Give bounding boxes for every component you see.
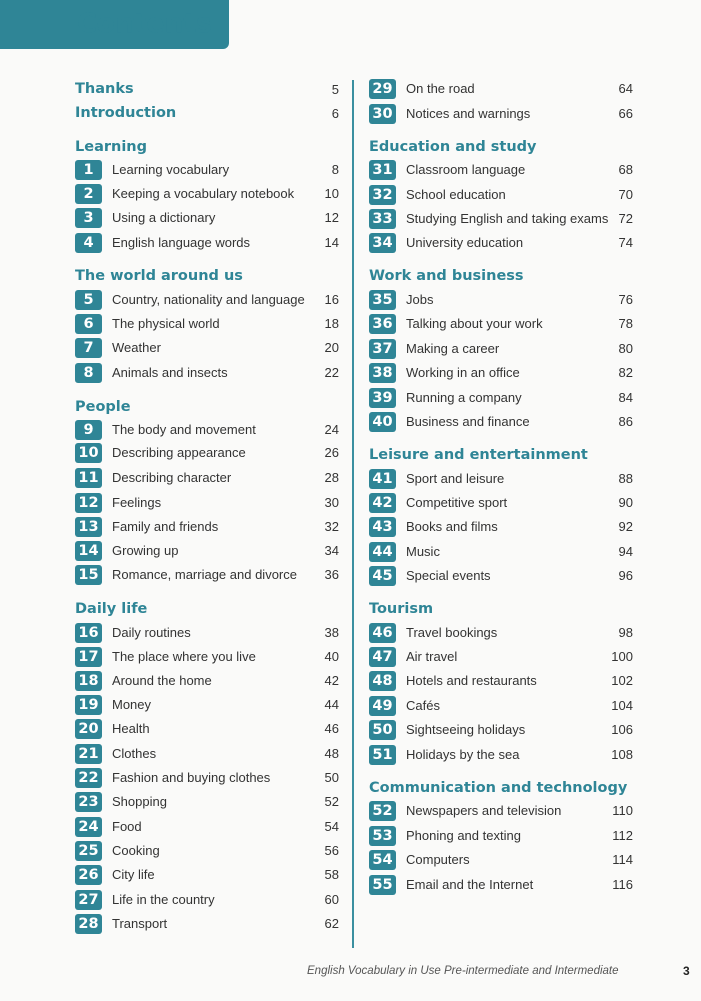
unit-title: Books and films [406, 519, 498, 534]
unit-number-badge: 51 [369, 745, 396, 765]
unit-number-badge: 22 [75, 768, 102, 788]
section-heading [369, 445, 633, 465]
unit-title: Talking about your work [406, 316, 543, 331]
unit-page-number: 44 [324, 697, 339, 712]
unit-title: Country, nationality and language [112, 292, 305, 307]
unit-row[interactable] [369, 290, 633, 310]
unit-title: Keeping a vocabulary notebook [112, 186, 295, 201]
unit-page-number: 62 [324, 916, 339, 931]
unit-title: Shopping [112, 794, 167, 809]
unit-page-number: 70 [618, 187, 633, 202]
unit-row[interactable] [369, 696, 633, 716]
unit-page-number: 100 [611, 649, 633, 664]
section-heading [369, 778, 633, 798]
unit-title: Travel bookings [406, 625, 498, 640]
unit-number-badge: 1 [75, 160, 102, 180]
unit-row[interactable] [75, 914, 339, 934]
unit-page-number: 66 [618, 106, 633, 121]
unit-page-number: 30 [324, 495, 339, 510]
unit-title: Music [406, 544, 440, 559]
unit-page-number: 36 [324, 567, 339, 582]
unit-number-badge: 36 [369, 314, 396, 334]
unit-number-badge: 18 [75, 671, 102, 691]
section-heading-text: Tourism [369, 601, 434, 617]
column-divider [352, 80, 354, 948]
section-heading-text: Learning [75, 139, 148, 155]
unit-page-number: 104 [611, 698, 633, 713]
unit-page-number: 116 [612, 877, 633, 892]
section-heading [369, 266, 633, 286]
section-heading-text: The world around us [75, 268, 243, 284]
unit-page-number: 98 [618, 625, 633, 640]
unit-number-badge: 15 [75, 565, 102, 585]
unit-row[interactable] [75, 420, 339, 440]
unit-page-number: 92 [618, 519, 633, 534]
section-heading [75, 599, 339, 619]
unit-page-number: 68 [618, 162, 633, 177]
unit-page-number: 58 [324, 867, 339, 882]
unit-row[interactable] [75, 695, 339, 715]
unit-row[interactable] [369, 647, 633, 667]
unit-title: On the road [406, 81, 475, 96]
unit-title: The body and movement [112, 422, 256, 437]
section-heading [75, 79, 339, 99]
unit-row[interactable] [369, 671, 633, 691]
unit-row[interactable] [75, 768, 339, 788]
unit-row[interactable] [75, 623, 339, 643]
unit-row[interactable] [369, 542, 633, 562]
unit-number-badge: 33 [369, 209, 396, 229]
unit-number-badge: 46 [369, 623, 396, 643]
unit-number-badge: 7 [75, 338, 102, 358]
unit-page-number: 50 [324, 770, 339, 785]
section-heading [75, 397, 339, 417]
unit-number-badge: 50 [369, 720, 396, 740]
unit-page-number: 56 [324, 843, 339, 858]
unit-title: Studying English and taking exams [406, 211, 609, 226]
unit-title: Running a company [406, 390, 522, 405]
unit-title: Using a dictionary [112, 210, 216, 225]
unit-number-badge: 42 [369, 493, 396, 513]
unit-title: Cafés [406, 698, 440, 713]
unit-page-number: 42 [324, 673, 339, 688]
unit-page-number: 74 [618, 235, 633, 250]
unit-title: Business and finance [406, 414, 530, 429]
unit-row[interactable] [369, 875, 633, 895]
unit-number-badge: 27 [75, 890, 102, 910]
unit-page-number: 10 [324, 186, 339, 201]
unit-row[interactable] [75, 792, 339, 812]
unit-row[interactable] [75, 184, 339, 204]
unit-number-badge: 31 [369, 160, 396, 180]
unit-page-number: 108 [611, 747, 633, 762]
unit-title: Jobs [406, 292, 434, 307]
unit-title: Describing appearance [112, 445, 246, 460]
unit-title: Animals and insects [112, 365, 228, 380]
unit-number-badge: 38 [369, 363, 396, 383]
unit-row[interactable] [369, 160, 633, 180]
unit-page-number: 20 [324, 340, 339, 355]
unit-number-badge: 2 [75, 184, 102, 204]
unit-row[interactable] [75, 314, 339, 334]
section-heading-text: Work and business [369, 268, 524, 284]
unit-row[interactable] [369, 412, 633, 432]
section-heading [369, 599, 633, 619]
section-heading [75, 103, 339, 123]
unit-number-badge: 52 [369, 801, 396, 821]
unit-number-badge: 26 [75, 865, 102, 885]
unit-page-number: 48 [324, 746, 339, 761]
unit-title: Family and friends [112, 519, 219, 534]
section-heading-text: Thanks [75, 81, 134, 97]
section-heading [75, 137, 339, 157]
unit-title: Working in an office [406, 365, 520, 380]
unit-number-badge: 12 [75, 493, 102, 513]
unit-row[interactable] [369, 801, 633, 821]
unit-row[interactable] [369, 104, 633, 124]
unit-row[interactable] [369, 720, 633, 740]
unit-number-badge: 30 [369, 104, 396, 124]
unit-row[interactable] [75, 865, 339, 885]
unit-page-number: 90 [618, 495, 633, 510]
unit-page-number: 22 [324, 365, 339, 380]
unit-row[interactable] [75, 744, 339, 764]
unit-title: The physical world [112, 316, 220, 331]
unit-number-badge: 19 [75, 695, 102, 715]
unit-number-badge: 21 [75, 744, 102, 764]
unit-row[interactable] [75, 671, 339, 691]
unit-number-badge: 20 [75, 719, 102, 739]
unit-row[interactable] [75, 817, 339, 837]
unit-title: Sport and leisure [406, 471, 505, 486]
unit-page-number: 16 [324, 292, 339, 307]
unit-row[interactable] [369, 339, 633, 359]
unit-title: Air travel [406, 649, 458, 664]
unit-page-number: 106 [611, 722, 633, 737]
unit-title: English language words [112, 235, 251, 250]
unit-row[interactable] [75, 233, 339, 253]
unit-row[interactable] [75, 517, 339, 537]
unit-number-badge: 11 [75, 468, 102, 488]
footer-page-number: 3 [683, 964, 690, 978]
unit-row[interactable] [369, 850, 633, 870]
unit-row[interactable] [75, 363, 339, 383]
unit-title: Email and the Internet [406, 877, 534, 892]
unit-number-badge: 25 [75, 841, 102, 861]
unit-page-number: 14 [324, 235, 339, 250]
unit-row[interactable] [75, 565, 339, 585]
unit-number-badge: 34 [369, 233, 396, 253]
unit-row[interactable] [369, 493, 633, 513]
unit-number-badge: 40 [369, 412, 396, 432]
section-heading-text: Leisure and entertainment [369, 447, 588, 463]
section-heading [369, 137, 633, 157]
unit-page-number: 24 [324, 422, 339, 437]
unit-title: Cooking [112, 843, 160, 858]
unit-row[interactable] [75, 841, 339, 861]
unit-row[interactable] [369, 623, 633, 643]
section-heading-text: People [75, 399, 131, 415]
unit-title: Clothes [112, 746, 157, 761]
unit-page-number: 94 [618, 544, 633, 559]
unit-page-number: 18 [324, 316, 339, 331]
unit-number-badge: 43 [369, 517, 396, 537]
unit-number-badge: 5 [75, 290, 102, 310]
unit-page-number: 8 [331, 162, 339, 177]
unit-page-number: 64 [618, 81, 633, 96]
unit-title: Newspapers and television [406, 803, 562, 818]
unit-row[interactable] [369, 314, 633, 334]
unit-number-badge: 32 [369, 185, 396, 205]
unit-page-number: 78 [618, 316, 633, 331]
unit-title: School education [406, 187, 506, 202]
unit-title: Special events [406, 568, 491, 583]
unit-row[interactable] [369, 566, 633, 586]
unit-row[interactable] [75, 468, 339, 488]
unit-page-number: 88 [618, 471, 633, 486]
unit-page-number: 32 [324, 519, 339, 534]
unit-title: The place where you live [112, 649, 256, 664]
unit-title: Feelings [112, 495, 162, 510]
unit-number-badge: 41 [369, 469, 396, 489]
unit-row[interactable] [369, 469, 633, 489]
unit-row[interactable] [369, 233, 633, 253]
unit-title: Life in the country [112, 892, 215, 907]
unit-page-number: 46 [324, 721, 339, 736]
section-heading-text: Introduction [75, 105, 177, 121]
section-heading-text: Daily life [75, 601, 148, 617]
unit-row[interactable] [75, 719, 339, 739]
unit-page-number: 96 [618, 568, 633, 583]
unit-row[interactable] [75, 647, 339, 667]
unit-page-number: 82 [618, 365, 633, 380]
unit-title: Food [112, 819, 142, 834]
unit-page-number: 38 [324, 625, 339, 640]
unit-row[interactable] [369, 745, 633, 765]
unit-page-number: 12 [324, 210, 339, 225]
unit-number-badge: 14 [75, 541, 102, 561]
unit-title: Health [112, 721, 150, 736]
unit-title: Notices and warnings [406, 106, 531, 121]
unit-number-badge: 53 [369, 826, 396, 846]
unit-number-badge: 54 [369, 850, 396, 870]
section-page-number: 5 [331, 82, 339, 97]
unit-page-number: 114 [612, 852, 633, 867]
unit-number-badge: 35 [369, 290, 396, 310]
unit-page-number: 54 [324, 819, 339, 834]
unit-title: Growing up [112, 543, 179, 558]
unit-number-badge: 23 [75, 792, 102, 812]
unit-row[interactable] [369, 826, 633, 846]
unit-number-badge: 9 [75, 420, 102, 440]
section-heading-text: Communication and technology [369, 780, 628, 796]
unit-title: Classroom language [406, 162, 526, 177]
unit-row[interactable] [75, 493, 339, 513]
page-title: Contents [77, 8, 212, 39]
unit-row[interactable] [75, 338, 339, 358]
unit-page-number: 76 [618, 292, 633, 307]
footer-book-title: English Vocabulary in Use Pre-intermediate and Intermediate [307, 965, 619, 977]
unit-number-badge: 49 [369, 696, 396, 716]
unit-title: Making a career [406, 341, 500, 356]
unit-number-badge: 3 [75, 208, 102, 228]
unit-title: Fashion and buying clothes [112, 770, 271, 785]
unit-page-number: 80 [618, 341, 633, 356]
unit-row[interactable] [75, 290, 339, 310]
unit-number-badge: 6 [75, 314, 102, 334]
unit-page-number: 86 [618, 414, 633, 429]
unit-page-number: 26 [324, 445, 339, 460]
unit-number-badge: 45 [369, 566, 396, 586]
section-heading-text: Education and study [369, 139, 537, 155]
unit-page-number: 52 [324, 794, 339, 809]
unit-row[interactable] [369, 388, 633, 408]
unit-row[interactable] [369, 209, 633, 229]
unit-title: Holidays by the sea [406, 747, 520, 762]
unit-title: Money [112, 697, 152, 712]
unit-number-badge: 28 [75, 914, 102, 934]
unit-row[interactable] [75, 541, 339, 561]
unit-page-number: 28 [324, 470, 339, 485]
unit-row[interactable] [369, 185, 633, 205]
unit-number-badge: 39 [369, 388, 396, 408]
unit-title: Hotels and restaurants [406, 673, 537, 688]
unit-number-badge: 44 [369, 542, 396, 562]
unit-number-badge: 4 [75, 233, 102, 253]
unit-page-number: 102 [611, 673, 633, 688]
unit-title: Competitive sport [406, 495, 508, 510]
unit-page-number: 40 [324, 649, 339, 664]
unit-page-number: 72 [618, 211, 633, 226]
unit-number-badge: 10 [75, 443, 102, 463]
unit-row[interactable] [369, 517, 633, 537]
unit-title: Romance, marriage and divorce [112, 567, 297, 582]
unit-row[interactable] [75, 208, 339, 228]
unit-title: Weather [112, 340, 161, 355]
unit-number-badge: 47 [369, 647, 396, 667]
section-heading [75, 266, 339, 286]
unit-row[interactable] [75, 160, 339, 180]
unit-row[interactable] [369, 79, 633, 99]
unit-number-badge: 16 [75, 623, 102, 643]
unit-number-badge: 37 [369, 339, 396, 359]
unit-row[interactable] [75, 443, 339, 463]
unit-title: Phoning and texting [406, 828, 521, 843]
unit-title: University education [406, 235, 524, 250]
unit-row[interactable] [75, 890, 339, 910]
unit-page-number: 112 [612, 828, 633, 843]
unit-page-number: 84 [618, 390, 633, 405]
unit-number-badge: 55 [369, 875, 396, 895]
unit-title: City life [112, 867, 155, 882]
unit-title: Describing character [112, 470, 232, 485]
section-page-number: 6 [331, 106, 339, 121]
unit-number-badge: 17 [75, 647, 102, 667]
unit-title: Daily routines [112, 625, 191, 640]
unit-number-badge: 24 [75, 817, 102, 837]
unit-title: Sightseeing holidays [406, 722, 526, 737]
unit-number-badge: 48 [369, 671, 396, 691]
unit-row[interactable] [369, 363, 633, 383]
unit-number-badge: 29 [369, 79, 396, 99]
unit-page-number: 60 [324, 892, 339, 907]
unit-title: Computers [406, 852, 470, 867]
unit-page-number: 34 [324, 543, 339, 558]
unit-page-number: 110 [612, 803, 633, 818]
unit-number-badge: 13 [75, 517, 102, 537]
unit-title: Learning vocabulary [112, 162, 230, 177]
unit-title: Around the home [112, 673, 212, 688]
unit-title: Transport [112, 916, 168, 931]
unit-number-badge: 8 [75, 363, 102, 383]
